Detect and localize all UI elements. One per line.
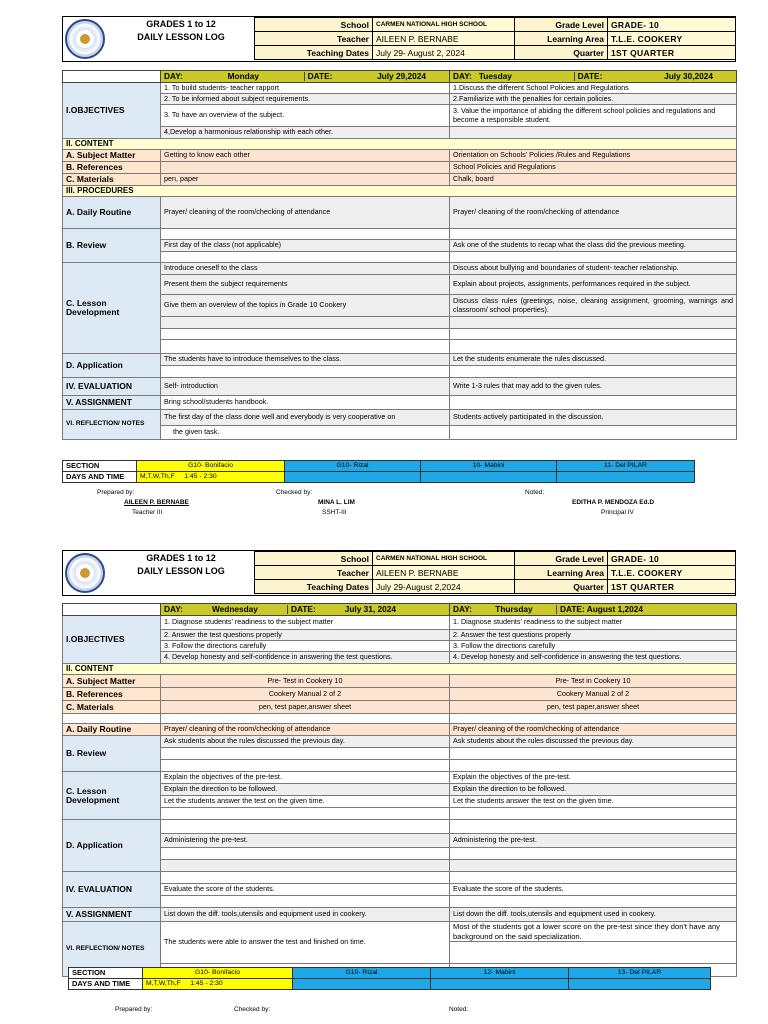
procedures-section: III. PROCEDURES bbox=[63, 186, 737, 197]
objectives-label: I.OBJECTIVES bbox=[63, 83, 161, 139]
day-tuesday: Tuesday bbox=[478, 71, 512, 82]
date-monday: July 29,2024 bbox=[377, 71, 426, 82]
noted-name: EDITHA P. MENDOZA Ed.D bbox=[572, 499, 655, 506]
teacher-label: Teacher bbox=[254, 31, 373, 46]
deped-seal-icon bbox=[65, 553, 105, 593]
date-tuesday: July 30,2024 bbox=[664, 71, 713, 82]
schedule-table-week1: SECTION G10- Bonifacio G10- Rizal 10- Mabini 11- Del PILAR DAYS AND TIME M,T,W,Th,F 1:45 - 2:30 bbox=[62, 460, 695, 483]
signatures-week1: Prepared by: Checked by: Noted: AILEEN P. BERNABE Teacher III MINA L. LIM SSHT-III EDITHA P. MENDOZA Ed.D Principal IV bbox=[97, 489, 655, 516]
header-title: GRADES 1 to 12 DAILY LESSON LOG bbox=[137, 19, 225, 42]
teacher-value: AILEEN P. BERNABE bbox=[372, 31, 515, 46]
grade-label: Grade Level bbox=[514, 17, 608, 32]
header-block bbox=[62, 16, 736, 62]
header-title: GRADES 1 to 12 DAILY LESSON LOG bbox=[137, 553, 225, 576]
dates-label: Teaching Dates bbox=[254, 45, 373, 60]
header-block-2: GRADES 1 to 12 DAILY LESSON LOG School CARMEN NATIONAL HIGH SCHOOL Teacher AILEEN P. BERNABE Teaching Dates July 29-August 2,2024 Grade Level GRADE- 10 Learning Area T.L.E. COOKERY Quarter 1ST QUARTER bbox=[62, 550, 736, 596]
day-row: DAY: Monday DATE: July 29,2024 DAY: Tuesday DATE: July 30,2024 bbox=[63, 71, 737, 83]
quarter-label: Quarter bbox=[514, 45, 608, 60]
schedule-table-week2: SECTION G10- Bonifacio G10- Rizal 12- Mabini 13- Del PILAR DAYS AND TIME M,T,W,Th,F 1:45 - 2:30 bbox=[68, 967, 711, 990]
checked-name: MINA L. LIM bbox=[318, 499, 355, 506]
dates-value: July 29- August 2, 2024 bbox=[372, 45, 515, 60]
school-label: School bbox=[254, 17, 373, 32]
date-thursday: DATE: August 1,2024 bbox=[556, 605, 733, 614]
lesson-table-week1: DAY: Monday DATE: July 29,2024 DAY: Tuesday DATE: July 30,2024 I.OBJECTIVES 1. To build students- teacher rapport 1.Discuss the different School Policies and Regulations 2. To be informed about subject requirements. 2.Familiarize with the penalties for certain policies. 3. To have an overview of the subject. 3. Value the importance of abiding the different school policies and regulations and become a responsible student. 4,Develop a harmonious relationship with each other. II. CONTENT A. Subject Matter Getting to know each other Orientation on Schools' Policies /Rules and Regulations B. References School Policies and Regulations C. Materials pen, paper Chalk, board III. PROCEDURES A. Daily Routine Prayer/ cleaning of the room/checking of attendance Prayer/ cleaning of the room/checking of attendance B. Review First day of the class (not applicable) Ask one of the students to recap what the class did the previous meeting. C. Lesson Development Introduce oneself to the class Discuss about bullying and boundaries of student- teacher relationship. Present them the subject requirements Explain about projects, assignments, performances required in the subject. Give them an overview of the topics in Grade 10 Cookery Discuss class rules (greetings, noise, cleaning assignment, grooming, warnings and classroom/ school properties). D. Application The students have to introduce themselves to the class. Let the students enumerate the rules discussed. IV. EVALUATION Self- introduction Write 1-3 rules that may add to the given rules. V. ASSIGNMENT Bring school/students handbook. VI. REFLECTION/ NOTES The first day of the class done well and everybody is very cooperative on Students actively participated in the discussion. the given task. bbox=[62, 70, 737, 440]
signatures-week2: Prepared by: Checked by: Noted: bbox=[115, 1006, 469, 1013]
area-label: Learning Area bbox=[514, 31, 608, 46]
prepared-name: AILEEN P. BERNABE bbox=[124, 499, 189, 506]
area-value: T.L.E. COOKERY bbox=[607, 31, 736, 46]
grade-value: GRADE- 10 bbox=[607, 17, 736, 32]
content-section: II. CONTENT bbox=[63, 139, 737, 150]
day-row-2: DAY: Wednesday DATE: July 31, 2024 DAY: Thursday DATE: August 1,2024 bbox=[63, 604, 737, 616]
school-value: CARMEN NATIONAL HIGH SCHOOL bbox=[372, 17, 515, 32]
day-monday: Monday bbox=[227, 71, 259, 82]
deped-seal-icon bbox=[65, 19, 105, 59]
dates-value-2: July 29-August 2,2024 bbox=[372, 579, 515, 594]
day-wednesday: Wednesday bbox=[211, 604, 258, 615]
lesson-table-week2: DAY: Wednesday DATE: July 31, 2024 DAY: Thursday DATE: August 1,2024 I.OBJECTIVES 1. Diagnose students' readiness to the subject matter 1. Diagnose students' readiness to the subject matter 2. Answer the test questions properly 2. Answer the test questions properly 3. Follow the directions carefully 3. Follow the directions carefully 4. Develop honesty and self-confidence in answering the test questions. 4. Develop honesty and self-confidence in answering the test questions. II. CONTENT A. Subject Matter Pre- Test in Cookery 10 Pre- Test in Cookery 10 B. References Cookery Manual 2 of 2 Cookery Manual 2 of 2 C. Materials pen, test paper,answer sheet pen, test paper,answer sheet A. Daily Routine Prayer/ cleaning of the room/checking of attendance Prayer/ cleaning of the room/checking of attendance B. Review Ask students about the rules discussed the previous day. Ask students about the rules discussed the previous day. C. Lesson Development Explain the objectives of the pre-test. Explain the objectives of the pre-test. Explain the direction to be followed. Explain the direction to be followed. Let the students answer the test on the given time. Let the students answer the test on the given time. D. Application Administering the pre-test. Administering the pre-test. IV. EVALUATION Evaluate the score of the students. Evaluate the score of the students. V. ASSIGNMENT List down the diff. tools,utensils and equipment used in cookery. List down the diff. tools,utensils and equipment used in cookery. VI. REFLECTION/ NOTES The students were able to answer the test and finished on time. Most of the students got a lower score on the pre-test since they don't have any background on the said specialization. bbox=[62, 603, 737, 977]
day-thursday: Thursday bbox=[495, 604, 533, 615]
date-wednesday: July 31, 2024 bbox=[344, 604, 396, 615]
quarter-value: 1ST QUARTER bbox=[607, 45, 736, 60]
